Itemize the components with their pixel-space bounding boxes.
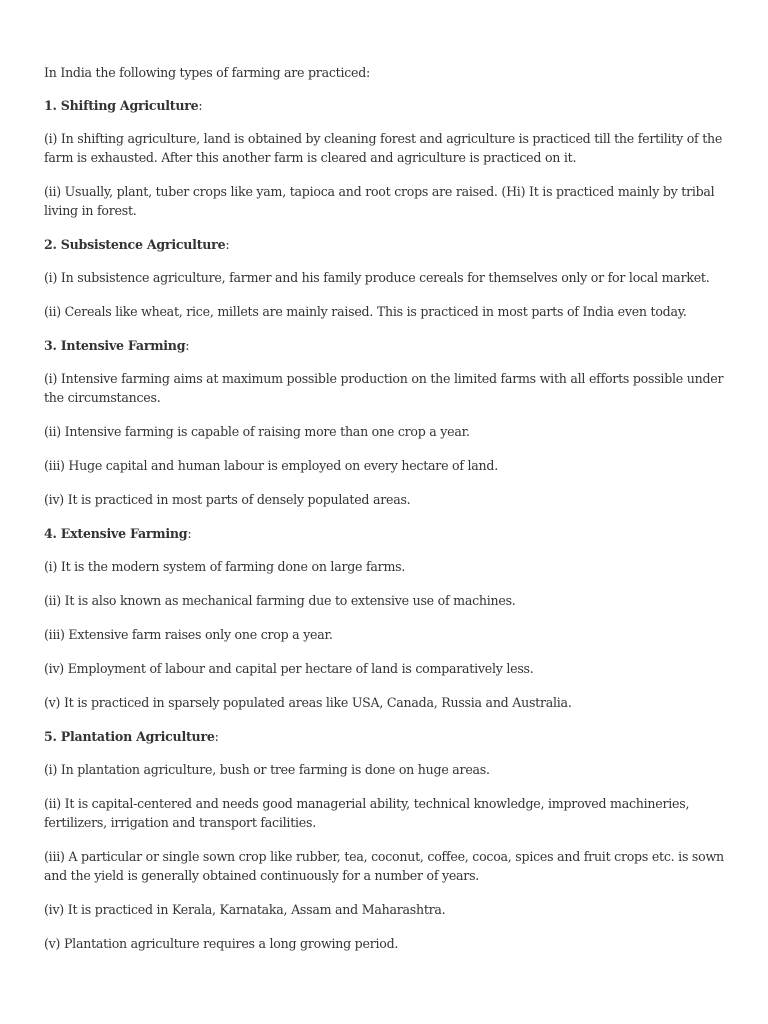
paragraph: (i) In plantation agriculture, bush or tree farming is done on huge areas. [44, 762, 490, 777]
section-heading-text: 2. Subsistence Agriculture [44, 237, 226, 252]
paragraph: (i) In subsistence agriculture, farmer and his family produce cereals for themselves only or for local market. [44, 270, 710, 285]
section-heading-shifting-agriculture [44, 96, 728, 115]
section-heading-extensive-farming [44, 524, 728, 543]
section-heading-intensive-farming [44, 336, 728, 355]
paragraph: (i) It is the modern system of farming done on large farms. [44, 559, 406, 574]
paragraph: (iii) A particular or single sown crop like rubber, tea, coconut, coffee, cocoa, spices and fruit crops etc. is sown and the yield is generally obtained continuously for a number of years. [44, 849, 724, 883]
section-heading-text: 1. Shifting Agriculture [44, 98, 199, 113]
section-heading-colon: : [198, 98, 203, 113]
paragraph: (iii) Huge capital and human labour is employed on every hectare of land. [44, 458, 498, 473]
section-heading-text: 5. Plantation Agriculture [44, 729, 215, 744]
section-heading-text: 4. Extensive Farming [44, 526, 188, 541]
section-heading-colon: : [214, 729, 219, 744]
section-heading-plantation-agriculture [44, 727, 728, 746]
section-heading-text: 3. Intensive Farming [44, 338, 186, 353]
section-heading-colon: : [185, 338, 190, 353]
section-heading-subsistence-agriculture [44, 235, 728, 254]
paragraph: (v) Plantation agriculture requires a long growing period. [44, 936, 399, 951]
paragraph: (ii) It is capital-centered and needs good managerial ability, technical knowledge, improved machineries, fertilizers, irrigation and transport facilities. [44, 796, 690, 830]
intro-text: In India the following types of farming are practiced: [44, 65, 371, 80]
paragraph: (iv) It is practiced in most parts of densely populated areas. [44, 492, 411, 507]
paragraph: (v) It is practiced in sparsely populated areas like USA, Canada, Russia and Australia. [44, 695, 572, 710]
paragraph: (ii) Usually, plant, tuber crops like yam, tapioca and root crops are raised. (Hi) It is practiced mainly by tribal living in forest. [44, 184, 715, 218]
paragraph: (ii) Intensive farming is capable of raising more than one crop a year. [44, 424, 470, 439]
paragraph: (iii) Extensive farm raises only one crop a year. [44, 627, 333, 642]
document-body [44, 63, 728, 968]
paragraph: (iv) It is practiced in Kerala, Karnataka, Assam and Maharashtra. [44, 902, 446, 917]
section-heading-colon: : [225, 237, 230, 252]
paragraph: (iv) Employment of labour and capital per hectare of land is comparatively less. [44, 661, 534, 676]
paragraph: (ii) Cereals like wheat, rice, millets are mainly raised. This is practiced in most parts of India even today. [44, 304, 687, 319]
section-heading-colon: : [187, 526, 192, 541]
paragraph: (ii) It is also known as mechanical farming due to extensive use of machines. [44, 593, 516, 608]
paragraph: (i) Intensive farming aims at maximum possible production on the limited farms with all efforts possible under the circumstances. [44, 371, 724, 405]
paragraph: (i) In shifting agriculture, land is obtained by cleaning forest and agriculture is practiced till the fertility of the farm is exhausted. After this another farm is cleared and agriculture is practiced on it. [44, 131, 723, 165]
